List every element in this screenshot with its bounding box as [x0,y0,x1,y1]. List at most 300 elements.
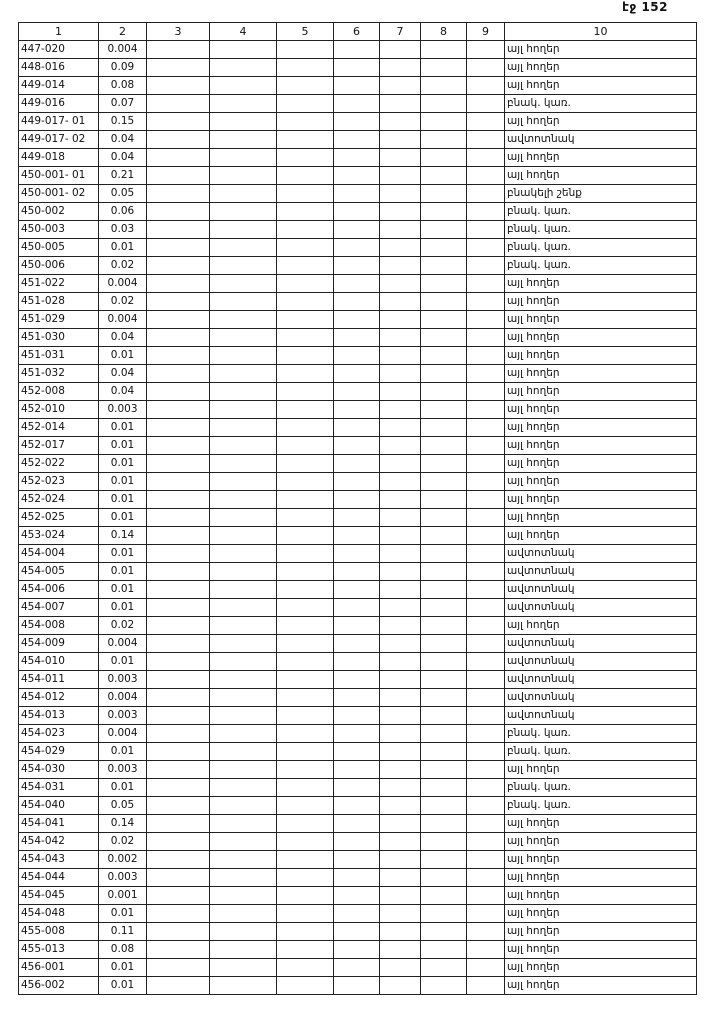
land-use-cell: բնակ. կառ. [505,95,697,113]
parcel-code-cell: 451-030 [19,329,99,347]
empty-cell [380,311,421,329]
empty-cell [277,671,334,689]
empty-cell [467,833,505,851]
parcel-code-cell: 454-009 [19,635,99,653]
table-row [19,833,697,851]
empty-cell [210,221,277,239]
parcel-code-cell: 454-011 [19,671,99,689]
empty-cell [421,509,467,527]
empty-cell [210,77,277,95]
empty-cell [210,275,277,293]
table-row [19,977,697,995]
empty-cell [334,401,380,419]
empty-cell [147,473,210,491]
empty-cell [467,59,505,77]
parcel-code-cell: 454-008 [19,617,99,635]
empty-cell [147,815,210,833]
table-row [19,437,697,455]
column-header: 4 [210,23,277,41]
empty-cell [467,113,505,131]
land-use-cell: այլ հողեր [505,437,697,455]
empty-cell [147,419,210,437]
land-use-cell: այլ հողեր [505,491,697,509]
empty-cell [380,581,421,599]
parcel-code-cell: 451-028 [19,293,99,311]
land-use-cell: այլ հողեր [505,869,697,887]
empty-cell [210,833,277,851]
empty-cell [277,743,334,761]
empty-cell [380,329,421,347]
table-row [19,761,697,779]
empty-cell [380,887,421,905]
empty-cell [334,725,380,743]
empty-cell [334,779,380,797]
empty-cell [421,797,467,815]
empty-cell [277,401,334,419]
empty-cell [277,941,334,959]
empty-cell [334,743,380,761]
empty-cell [277,869,334,887]
empty-cell [421,671,467,689]
empty-cell [380,779,421,797]
column-header: 6 [334,23,380,41]
empty-cell [380,617,421,635]
empty-cell [277,725,334,743]
area-cell: 0.04 [99,149,147,167]
empty-cell [421,77,467,95]
empty-cell [334,41,380,59]
empty-cell [421,41,467,59]
table-row [19,347,697,365]
empty-cell [467,725,505,743]
empty-cell [380,815,421,833]
empty-cell [380,95,421,113]
area-cell: 0.14 [99,815,147,833]
empty-cell [334,203,380,221]
empty-cell [334,221,380,239]
area-cell: 0.004 [99,635,147,653]
empty-cell [421,383,467,401]
empty-cell [277,203,334,221]
empty-cell [421,311,467,329]
empty-cell [380,509,421,527]
table-row [19,113,697,131]
empty-cell [334,275,380,293]
land-use-cell: այլ հողեր [505,167,697,185]
empty-cell [467,383,505,401]
empty-cell [210,959,277,977]
empty-cell [334,509,380,527]
empty-cell [467,455,505,473]
empty-cell [467,851,505,869]
land-use-cell: այլ հողեր [505,509,697,527]
empty-cell [277,239,334,257]
empty-cell [210,383,277,401]
empty-cell [467,239,505,257]
empty-cell [421,959,467,977]
area-cell: 0.15 [99,113,147,131]
parcel-code-cell: 454-044 [19,869,99,887]
parcel-code-cell: 454-041 [19,815,99,833]
empty-cell [380,41,421,59]
area-cell: 0.003 [99,707,147,725]
empty-cell [334,761,380,779]
empty-cell [210,671,277,689]
area-cell: 0.01 [99,563,147,581]
empty-cell [147,185,210,203]
empty-cell [147,545,210,563]
empty-cell [277,527,334,545]
empty-cell [467,797,505,815]
empty-cell [210,329,277,347]
table-row [19,275,697,293]
empty-cell [147,257,210,275]
table-row [19,257,697,275]
empty-cell [210,491,277,509]
parcel-code-cell: 454-004 [19,545,99,563]
empty-cell [421,761,467,779]
land-use-cell: այլ հողեր [505,617,697,635]
empty-cell [334,905,380,923]
area-cell: 0.02 [99,257,147,275]
land-use-cell: ավտոտնակ [505,635,697,653]
empty-cell [277,689,334,707]
empty-cell [380,365,421,383]
parcel-code-cell: 449-014 [19,77,99,95]
table-row [19,167,697,185]
area-cell: 0.003 [99,761,147,779]
parcel-code-cell: 451-022 [19,275,99,293]
empty-cell [147,977,210,995]
empty-cell [210,41,277,59]
empty-cell [380,797,421,815]
land-use-cell: այլ հողեր [505,77,697,95]
table-row [19,311,697,329]
area-cell: 0.01 [99,437,147,455]
table-row [19,509,697,527]
area-cell: 0.004 [99,275,147,293]
empty-cell [334,365,380,383]
empty-cell [421,95,467,113]
empty-cell [467,779,505,797]
empty-cell [467,977,505,995]
parcel-code-cell: 454-007 [19,599,99,617]
empty-cell [421,743,467,761]
empty-cell [147,311,210,329]
empty-cell [147,347,210,365]
empty-cell [147,203,210,221]
empty-cell [380,473,421,491]
table-row [19,905,697,923]
area-cell: 0.003 [99,401,147,419]
empty-cell [277,131,334,149]
parcel-code-cell: 454-010 [19,653,99,671]
empty-cell [147,707,210,725]
empty-cell [380,239,421,257]
empty-cell [210,365,277,383]
land-use-cell: այլ հողեր [505,833,697,851]
parcel-code-cell: 452-017 [19,437,99,455]
page-number-label: էջ 152 [622,0,668,14]
empty-cell [277,797,334,815]
empty-cell [147,959,210,977]
empty-cell [210,851,277,869]
parcel-code-cell: 454-013 [19,707,99,725]
empty-cell [467,509,505,527]
empty-cell [147,383,210,401]
empty-cell [277,167,334,185]
area-cell: 0.04 [99,131,147,149]
empty-cell [334,581,380,599]
empty-cell [210,815,277,833]
empty-cell [334,419,380,437]
empty-cell [277,707,334,725]
area-cell: 0.08 [99,77,147,95]
empty-cell [210,869,277,887]
empty-cell [467,203,505,221]
empty-cell [380,851,421,869]
empty-cell [147,365,210,383]
parcel-code-cell: 450-006 [19,257,99,275]
empty-cell [277,833,334,851]
table-row [19,563,697,581]
area-cell: 0.01 [99,959,147,977]
parcel-code-cell: 450-001- 01 [19,167,99,185]
empty-cell [380,671,421,689]
empty-cell [380,221,421,239]
empty-cell [147,869,210,887]
area-cell: 0.01 [99,419,147,437]
empty-cell [277,329,334,347]
empty-cell [210,545,277,563]
land-use-cell: այլ հողեր [505,401,697,419]
parcel-code-cell: 454-048 [19,905,99,923]
area-cell: 0.01 [99,491,147,509]
empty-cell [147,671,210,689]
empty-cell [380,941,421,959]
empty-cell [467,491,505,509]
table-row [19,401,697,419]
empty-cell [334,635,380,653]
empty-cell [467,221,505,239]
empty-cell [421,527,467,545]
land-use-cell: այլ հողեր [505,365,697,383]
empty-cell [334,707,380,725]
empty-cell [467,365,505,383]
empty-cell [147,293,210,311]
column-header: 1 [19,23,99,41]
empty-cell [277,509,334,527]
empty-cell [147,41,210,59]
empty-cell [334,833,380,851]
empty-cell [334,347,380,365]
empty-cell [467,815,505,833]
column-header: 5 [277,23,334,41]
table-row [19,581,697,599]
empty-cell [467,653,505,671]
empty-cell [380,383,421,401]
empty-cell [277,419,334,437]
empty-cell [380,167,421,185]
empty-cell [334,167,380,185]
empty-cell [277,761,334,779]
empty-cell [210,797,277,815]
empty-cell [210,617,277,635]
area-cell: 0.21 [99,167,147,185]
parcel-code-cell: 454-005 [19,563,99,581]
column-header: 9 [467,23,505,41]
table-row [19,203,697,221]
empty-cell [334,671,380,689]
empty-cell [277,959,334,977]
table-row [19,653,697,671]
empty-cell [380,959,421,977]
table-row [19,95,697,113]
empty-cell [277,545,334,563]
table-row [19,59,697,77]
parcel-code-cell: 452-010 [19,401,99,419]
parcel-code-cell: 452-022 [19,455,99,473]
empty-cell [210,743,277,761]
empty-cell [147,905,210,923]
table-row [19,869,697,887]
empty-cell [277,113,334,131]
empty-cell [147,437,210,455]
empty-cell [467,761,505,779]
area-cell: 0.02 [99,293,147,311]
empty-cell [380,401,421,419]
empty-cell [277,851,334,869]
empty-cell [210,977,277,995]
empty-cell [421,815,467,833]
table-row [19,851,697,869]
empty-cell [380,257,421,275]
empty-cell [277,491,334,509]
land-use-cell: այլ հողեր [505,977,697,995]
table-row [19,41,697,59]
empty-cell [277,815,334,833]
empty-cell [467,95,505,113]
empty-cell [277,293,334,311]
area-cell: 0.002 [99,851,147,869]
empty-cell [210,203,277,221]
empty-cell [421,779,467,797]
empty-cell [334,185,380,203]
empty-cell [380,203,421,221]
table-row [19,923,697,941]
empty-cell [147,113,210,131]
empty-cell [467,869,505,887]
empty-cell [421,239,467,257]
empty-cell [467,689,505,707]
empty-cell [380,185,421,203]
empty-cell [277,977,334,995]
empty-cell [147,77,210,95]
empty-cell [147,779,210,797]
empty-cell [421,707,467,725]
empty-cell [210,131,277,149]
empty-cell [421,473,467,491]
empty-cell [380,347,421,365]
empty-cell [467,635,505,653]
table-row [19,743,697,761]
empty-cell [467,581,505,599]
empty-cell [421,455,467,473]
empty-cell [210,473,277,491]
empty-cell [277,77,334,95]
column-header: 8 [421,23,467,41]
land-use-cell: բնակ. կառ. [505,797,697,815]
empty-cell [334,887,380,905]
area-cell: 0.11 [99,923,147,941]
empty-cell [210,149,277,167]
empty-cell [277,185,334,203]
empty-cell [380,977,421,995]
empty-cell [467,41,505,59]
empty-cell [380,77,421,95]
empty-cell [421,491,467,509]
empty-cell [210,185,277,203]
table-row [19,293,697,311]
land-use-cell: բնակ. կառ. [505,239,697,257]
land-use-cell: այլ հողեր [505,113,697,131]
empty-cell [380,275,421,293]
land-use-cell: ավտոտնակ [505,581,697,599]
empty-cell [210,311,277,329]
empty-cell [421,167,467,185]
empty-cell [210,509,277,527]
parcel-code-cell: 449-018 [19,149,99,167]
empty-cell [334,689,380,707]
table-row [19,329,697,347]
empty-cell [147,743,210,761]
area-cell: 0.01 [99,455,147,473]
empty-cell [421,563,467,581]
empty-cell [147,167,210,185]
empty-cell [147,149,210,167]
parcel-code-cell: 450-002 [19,203,99,221]
empty-cell [277,455,334,473]
empty-cell [277,275,334,293]
column-number-header-row [19,23,697,41]
empty-cell [380,149,421,167]
empty-cell [467,707,505,725]
empty-cell [147,923,210,941]
empty-cell [421,257,467,275]
table-row [19,221,697,239]
area-cell: 0.06 [99,203,147,221]
parcel-code-cell: 454-031 [19,779,99,797]
empty-cell [334,293,380,311]
area-cell: 0.01 [99,779,147,797]
area-cell: 0.14 [99,527,147,545]
parcel-code-cell: 452-024 [19,491,99,509]
empty-cell [421,545,467,563]
empty-cell [277,905,334,923]
empty-cell [277,365,334,383]
empty-cell [210,905,277,923]
area-cell: 0.01 [99,509,147,527]
empty-cell [380,131,421,149]
empty-cell [334,599,380,617]
area-cell: 0.01 [99,347,147,365]
land-use-cell: բնակելի շենք [505,185,697,203]
empty-cell [277,779,334,797]
area-cell: 0.04 [99,329,147,347]
empty-cell [277,383,334,401]
empty-cell [467,437,505,455]
table-row [19,473,697,491]
